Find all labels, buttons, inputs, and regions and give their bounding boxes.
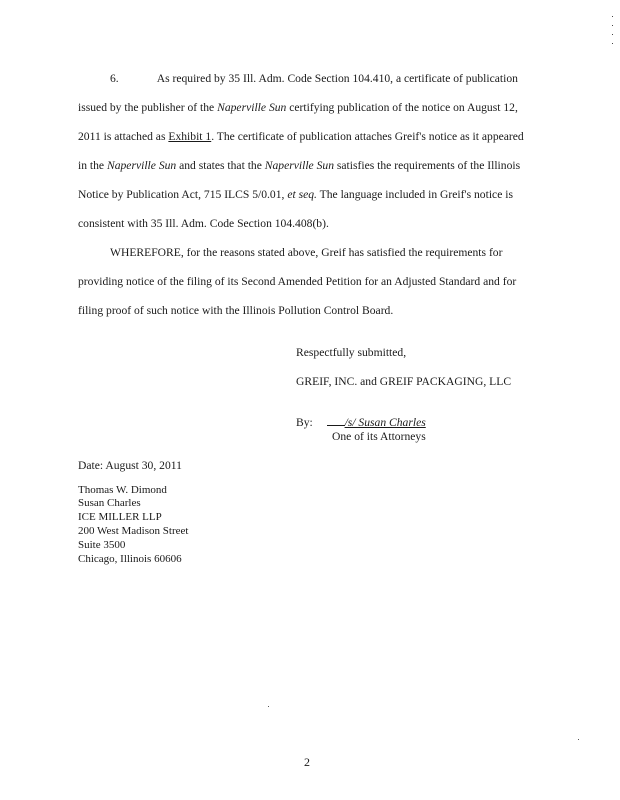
- counsel-firm: ICE MILLER LLP: [78, 511, 162, 523]
- wherefore-line-1: WHEREFORE, for the reasons stated above, Greif has satisfied the requirements for: [110, 246, 503, 259]
- counsel-city: Chicago, Illinois 60606: [78, 553, 182, 565]
- paragraph-6-line-4: in the Naperville Sun and states that the Naperville Sun satisfies the requirements of the Illinois: [78, 159, 521, 172]
- paragraph-number: 6.: [110, 72, 119, 85]
- paragraph-6-line-2: issued by the publisher of the Naperville Sun certifying publication of the notice on August 12,: [78, 101, 518, 114]
- signature-role: One of its Attorneys: [332, 430, 426, 443]
- electronic-signature: /s/ Susan Charles: [344, 416, 426, 429]
- paragraph-6-line-1: 6. As required by 35 Ill. Adm. Code Section 104.410, a certificate of publication: [110, 72, 518, 85]
- counsel-name-2: Susan Charles: [78, 497, 141, 509]
- scan-speck: [578, 739, 579, 740]
- wherefore-line-2: providing notice of the filing of its Second Amended Petition for an Adjusted Standard and for: [78, 275, 517, 288]
- wherefore-line-3: filing proof of such notice with the Illinois Pollution Control Board.: [78, 304, 394, 317]
- exhibit-1-reference: Exhibit 1: [168, 130, 212, 143]
- paragraph-6-line-6: consistent with 35 Ill. Adm. Code Section 104.408(b).: [78, 217, 329, 230]
- signature-by-line: [296, 416, 426, 430]
- signature-closing: Respectfully submitted,: [296, 346, 407, 359]
- counsel-name-1: Thomas W. Dimond: [78, 484, 167, 496]
- date-line: Date: August 30, 2011: [78, 459, 182, 472]
- scan-speck: [268, 706, 269, 707]
- counsel-suite: Suite 3500: [78, 539, 126, 551]
- by-label: By:: [296, 416, 313, 429]
- paragraph-6-line-5: Notice by Publication Act, 715 ILCS 5/0.01, et seq. The language included in Greif's notice is: [78, 188, 513, 201]
- page-number: 2: [304, 755, 310, 769]
- paragraph-6-line-3: 2011 is attached as Exhibit 1. The certificate of publication attaches Greif's notice as it appeared: [78, 130, 524, 143]
- signature-party: GREIF, INC. and GREIF PACKAGING, LLC: [296, 375, 512, 388]
- margin-dots: [612, 16, 615, 56]
- counsel-street: 200 West Madison Street: [78, 525, 189, 537]
